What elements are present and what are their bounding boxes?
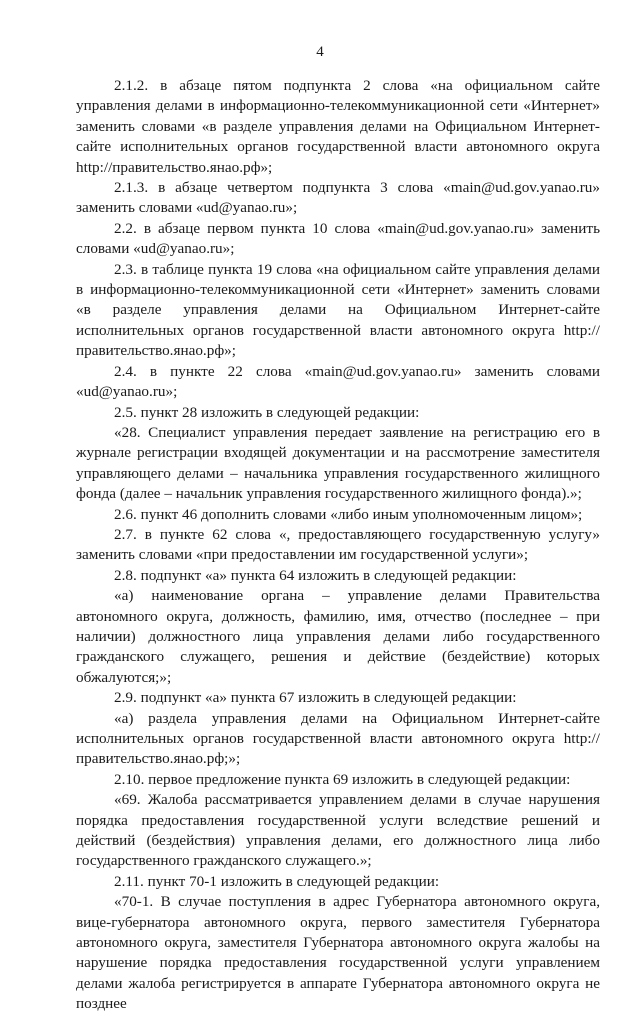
paragraph-item-70-1: «70-1. В случае поступления в адрес Губернатора автономного округа, вице-губернатора автономного округа, первого заместителя Губернатора автономного округа, заместителя Губернатора автономного округа жалобы на нарушение порядка предоставления государственной услуги управлением делами жалоба регистрируется в аппарате Губернатора автономного округа не позднее — [76, 893, 600, 1013]
page-number: 4 — [316, 44, 324, 60]
paragraph-2-1-3: 2.1.3. в абзаце четвертом подпункта 3 слова «main@ud.gov.yanao.ru» заменить словами «ud@yanao.ru»; — [76, 179, 600, 217]
paragraph-2-6: 2.6. пункт 46 дополнить словами «либо иным уполномоченным лицом»; — [114, 505, 583, 523]
paragraph-subitem-a-64: «а) наименование органа – управление делами Правительства автономного округа, должность, фамилию, имя, отчество (последнее – при наличии) должностного лица управления делами либо государственного гражданского служащего, решения и действие (бездействие) которых обжалуются;»; — [76, 587, 600, 686]
document-body — [76, 76, 600, 1015]
paragraph-2-10: 2.10. первое предложение пункта 69 изложить в следующей редакции: — [114, 770, 571, 788]
paragraph-2-7: 2.7. в пункте 62 слова «, предоставляющего государственную услугу» заменить словами «при предоставлении им государственной услуги»; — [76, 525, 600, 564]
paragraph-2-1-2: 2.1.2. в абзаце пятом подпункта 2 слова «на официальном сайте управления делами в информационно-телекоммуникационной сети «Интернет» заменить словами «в разделе управления делами на Официальном Интернет-сайте исполнительных органов государственной власти автономного округа http://правительство.янао.рф»; — [76, 77, 600, 176]
paragraph-2-4: 2.4. в пункте 22 слова «main@ud.gov.yanao.ru» заменить словами «ud@yanao.ru»; — [76, 362, 600, 401]
paragraph-2-11: 2.11. пункт 70-1 изложить в следующей редакции: — [114, 872, 440, 890]
paragraph-2-8: 2.8. подпункт «а» пункта 64 изложить в следующей редакции: — [114, 566, 517, 584]
paragraph-2-2: 2.2. в абзаце первом пункта 10 слова «main@ud.gov.yanao.ru» заменить словами «ud@yanao.ru»; — [76, 219, 600, 258]
paragraph-subitem-a-67: «а) раздела управления делами на Официальном Интернет-сайте исполнительных органов государственной власти автономного округа http://правительство.янао.рф;»; — [76, 709, 600, 768]
paragraph-item-69: «69. Жалоба рассматривается управлением делами в случае нарушения порядка предоставления государственной услуги вследствие решений и действий (бездействия) управления делами, его должностного лица либо государственного гражданского служащего.»; — [76, 791, 600, 870]
paragraph-2-3: 2.3. в таблице пункта 19 слова «на официальном сайте управления делами в информационно-телекоммуникационной сети «Интернет» заменить словами «в разделе управления делами на Официальном Интернет-сайте исполнительных органов государственной власти автономного округа http://правительство.янао.рф»; — [76, 260, 600, 360]
paragraph-2-9: 2.9. подпункт «а» пункта 67 изложить в следующей редакции: — [114, 689, 517, 707]
paragraph-item-28: «28. Специалист управления передает заявление на регистрацию его в журнале регистрации входящей документации и на рассмотрение заместителя управляющего делами – начальника управления государственного жилищного фонда (далее – начальник управления государственного жилищного фонда).»; — [76, 423, 600, 503]
paragraph-2-5: 2.5. пункт 28 изложить в следующей редакции: — [114, 403, 420, 421]
